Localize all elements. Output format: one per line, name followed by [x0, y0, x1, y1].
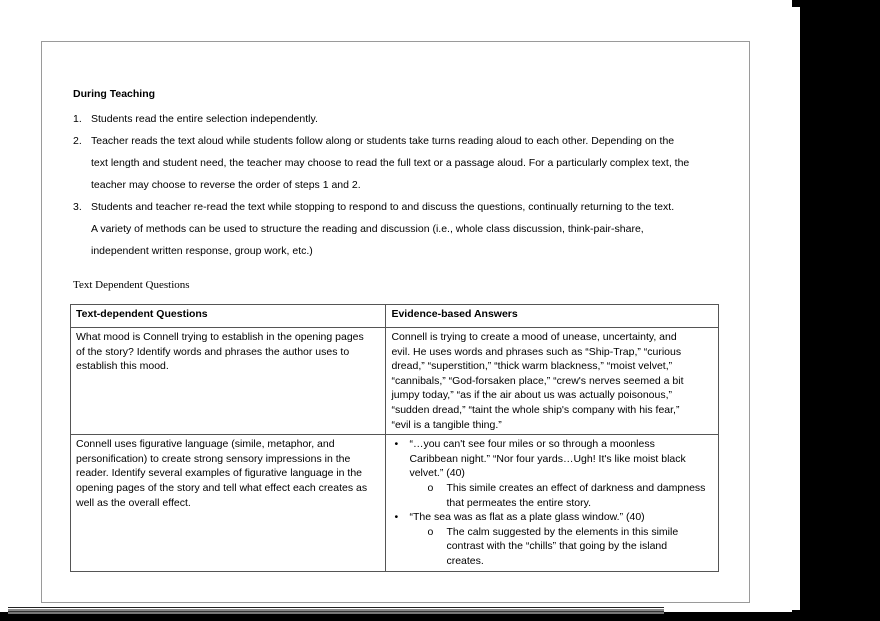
sub-bullet-list: [409, 481, 713, 510]
answer-cell: [386, 435, 719, 571]
bullet-icon: •: [394, 511, 399, 524]
cell-line: evil. He uses words and phrases such as “Ship-Trap,” “curious: [391, 345, 682, 358]
cell-line: dread,” “superstition,” “thick warm blackness,” “moist velvet,”: [391, 360, 673, 373]
cell-line: “The sea was as flat as a plate glass window.” (40): [409, 511, 645, 524]
cell-line: of the story? Identify words and phrases the author uses to: [76, 345, 350, 358]
answer-bullet-list: [391, 437, 713, 568]
cell-line: reader. Identify several examples of figurative language in the: [76, 467, 363, 480]
cell-line: Caribbean night.” “Nor four yards…Ugh! It's like moist black: [409, 452, 686, 465]
table-row: [71, 435, 719, 571]
step-line: A variety of methods can be used to structure the reading and discussion (i.e., whole class discussion, think-pair-share,: [91, 223, 644, 235]
bullet-item: [391, 437, 713, 510]
question-cell: [71, 435, 386, 571]
viewport-edge-right: [800, 0, 880, 621]
table-caption: Text Dependent Questions: [73, 279, 190, 291]
section-heading: During Teaching: [73, 88, 156, 100]
sub-bullet-item: [409, 481, 713, 510]
steps-list: [73, 108, 723, 262]
step-number: 3.: [73, 201, 82, 213]
cell-line: well as the overall effect.: [76, 496, 191, 509]
table-header-row: [71, 305, 719, 328]
sub-bullet-list: [409, 525, 713, 569]
column-header-questions: Text-dependent Questions: [71, 305, 386, 328]
page-content: [73, 87, 723, 292]
horizontal-scrollbar[interactable]: [8, 607, 664, 614]
cell-line: contrast with the “chills” that going by the island: [446, 540, 668, 553]
step-line: Students and teacher re-read the text while stopping to respond to and discuss the questions, continually returning to the text.: [91, 201, 675, 213]
cell-line: that permeates the entire story.: [446, 496, 592, 509]
step-item: [73, 130, 723, 196]
circle-bullet-icon: o: [427, 525, 434, 538]
step-line: Students read the entire selection independently.: [91, 113, 318, 125]
cell-line: establish this mood.: [76, 360, 169, 373]
column-header-answers: Evidence-based Answers: [386, 305, 719, 328]
cell-line: “…you can't see four miles or so through a moonless: [409, 438, 655, 451]
step-line: Teacher reads the text aloud while students follow along or students take turns reading aloud to each other. Depending on the: [91, 135, 675, 147]
question-cell: [71, 328, 386, 435]
cell-line: The calm suggested by the elements in this simile: [446, 525, 679, 538]
cell-line: “cannibals,” “God-forsaken place,” “crew's nerves seemed a bit: [391, 374, 684, 387]
sub-bullet-item: [409, 525, 713, 569]
circle-bullet-icon: o: [427, 481, 434, 494]
step-number: 2.: [73, 135, 82, 147]
cell-line: What mood is Connell trying to establish in the opening pages: [76, 331, 364, 343]
cell-line: opening pages of the story and tell what effect each creates as: [76, 481, 368, 494]
answer-cell: [386, 328, 719, 435]
viewport-edge-notch: [792, 0, 802, 7]
bullet-icon: •: [394, 438, 399, 451]
step-line: independent written response, group work, etc.): [91, 245, 313, 257]
cell-line: velvet.” (40): [409, 467, 465, 480]
step-line: teacher may choose to reverse the order of steps 1 and 2.: [91, 179, 361, 191]
step-line: text length and student need, the teacher may choose to read the full text or a passage aloud. For a particularly complex text, the: [91, 157, 690, 169]
cell-line: creates.: [446, 554, 484, 567]
questions-table: [70, 304, 719, 572]
document-page: [41, 41, 750, 603]
step-number: 1.: [73, 113, 82, 125]
cell-line: Connell uses figurative language (simile, metaphor, and: [76, 438, 335, 451]
cell-line: “sudden dread,” “taint the whole ship's company with his fear,”: [391, 403, 680, 416]
cell-line: “evil is a tangible thing.”: [391, 418, 502, 431]
cell-line: personification) to create strong sensory impressions in the: [76, 452, 351, 465]
bullet-item: [391, 510, 713, 568]
table-row: [71, 328, 719, 435]
cell-line: jumpy today,” “as if the air about us was actually poisonous,”: [391, 389, 672, 402]
cell-line: This simile creates an effect of darkness and dampness: [446, 481, 706, 494]
cell-line: Connell is trying to create a mood of unease, uncertainty, and: [391, 331, 677, 343]
step-item: [73, 196, 723, 262]
step-item: [73, 108, 723, 130]
